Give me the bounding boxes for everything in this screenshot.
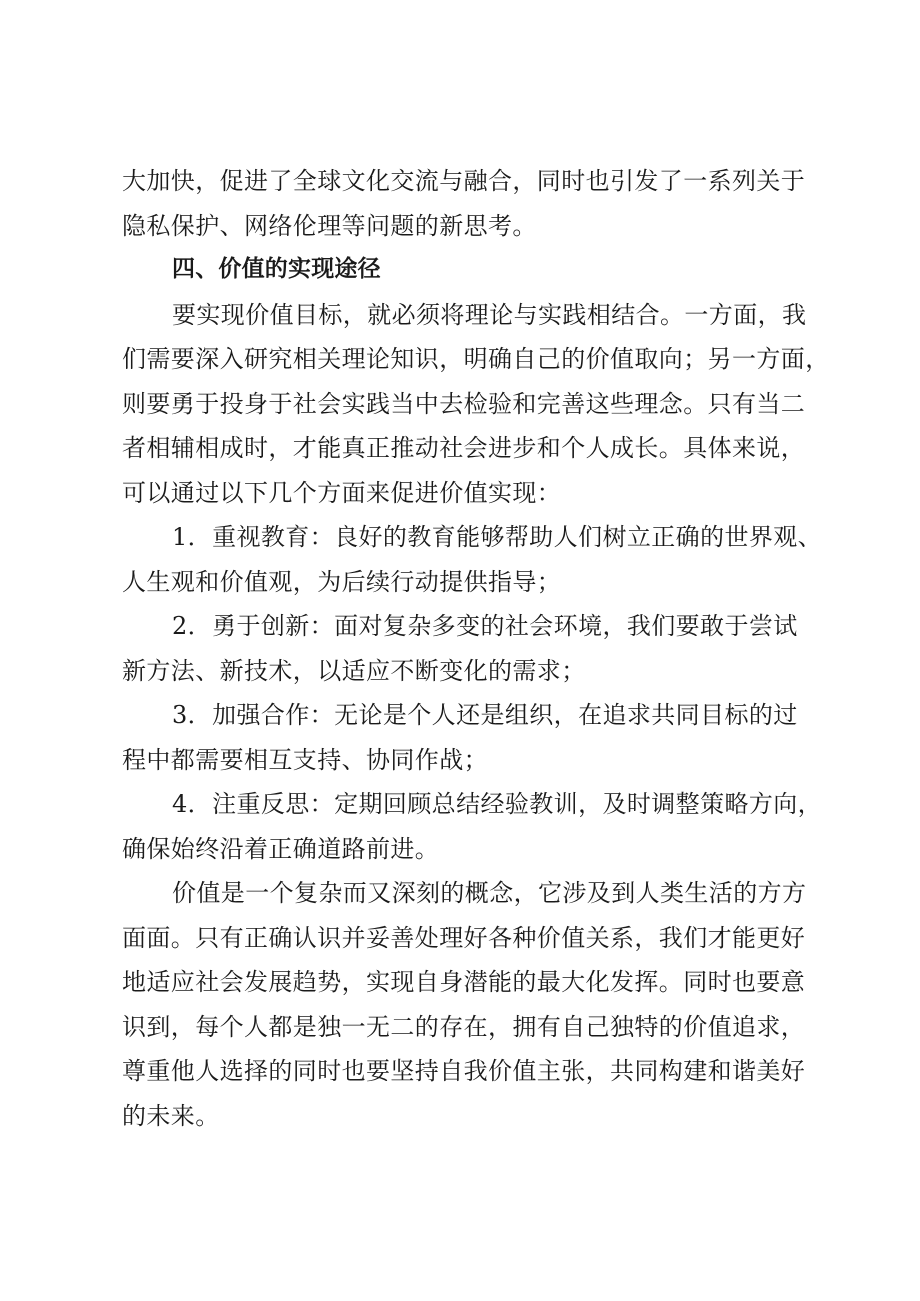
intro-paragraph	[122, 297, 830, 520]
paragraph-line: 地适应社会发展趋势，实现自身潜能的最大化发挥。同时也要意	[122, 968, 806, 996]
paragraph-line: 可以通过以下几个方面来促进价值实现：	[122, 478, 562, 507]
continuation-paragraph	[122, 163, 812, 252]
paragraph-line: 尊重他人选择的同时也要坚持自我价值主张，共同构建和谐美好	[122, 1057, 806, 1085]
list-item	[122, 519, 823, 608]
paragraph-line: 价值是一个复杂而又深刻的概念，它涉及到人类生活的方方	[172, 879, 807, 907]
list-item-line: 程中都需要相互支持、协同作战；	[122, 745, 488, 774]
list-item-line: 2．勇于创新：面对复杂多变的社会环境，我们要敢于尝试	[172, 612, 798, 640]
list-item	[122, 786, 823, 875]
list-item-line: 1．重视教育：良好的教育能够帮助人们树立正确的世界观、	[172, 523, 823, 551]
paragraph-line: 大加快，促进了全球文化交流与融合，同时也引发了一系列关于	[122, 167, 806, 195]
paragraph-line: 者相辅相成时，才能真正推动社会进步和个人成长。具体来说，	[122, 434, 806, 462]
paragraph-line: 的未来。	[122, 1101, 220, 1130]
list-item-line: 人生观和价值观，为后续行动提供指导；	[122, 567, 562, 596]
section-heading-block	[122, 252, 812, 297]
list-item-line: 确保始终沿着正确道路前进。	[122, 834, 440, 863]
closing-paragraph	[122, 875, 812, 1142]
section-heading: 四、价值的实现途径	[172, 256, 381, 282]
paragraph-line: 识到，每个人都是独一无二的存在，拥有自己独特的价值追求，	[122, 1012, 806, 1041]
document-body	[122, 163, 830, 1142]
paragraph-line: 要实现价值目标，就必须将理论与实践相结合。一方面，我	[172, 300, 807, 329]
list-item-line: 4．注重反思：定期回顾总结经验教训，及时调整策略方向，	[172, 790, 823, 818]
list-item	[122, 608, 812, 697]
list-item-line: 3．加强合作：无论是个人还是组织，在追求共同目标的过	[172, 701, 798, 729]
paragraph-line: 面面。只有正确认识并妥善处理好各种价值关系，我们才能更好	[122, 923, 806, 952]
paragraph-line: 们需要深入研究相关理论知识，明确自己的价值取向；另一方面，	[122, 345, 830, 373]
paragraph-line: 则要勇于投身于社会实践当中去检验和完善这些理念。只有当二	[122, 389, 806, 418]
list-item	[122, 697, 812, 786]
list-item-line: 新方法、新技术，以适应不断变化的需求；	[122, 656, 586, 685]
paragraph-line: 隐私保护、网络伦理等问题的新思考。	[122, 211, 537, 240]
